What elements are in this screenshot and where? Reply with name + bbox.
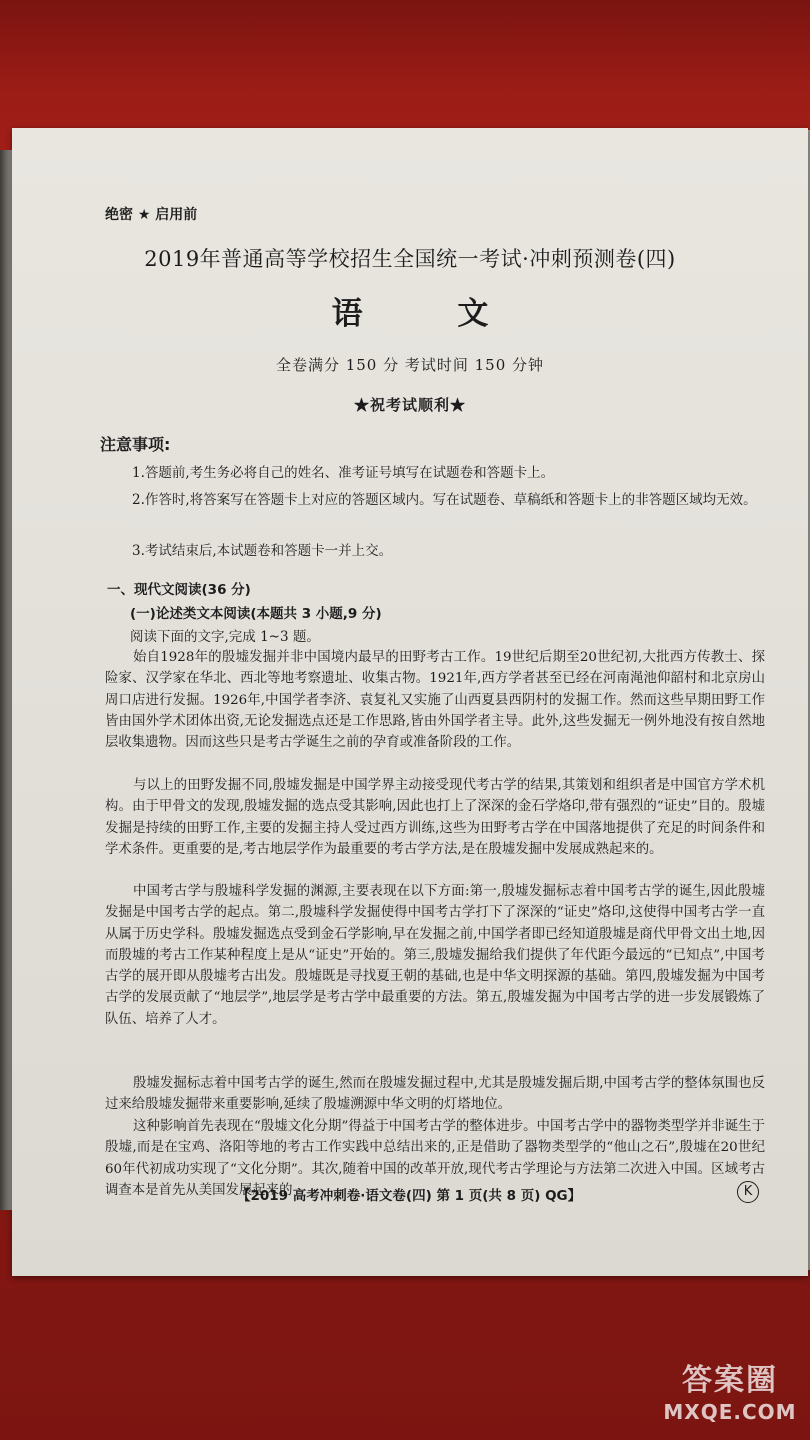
notice-item-1: 1.答题前,考生务必将自己的姓名、准考证号填写在试题卷和答题卡上。 — [132, 465, 555, 481]
watermark-url: MXQE.COM — [663, 1400, 797, 1424]
subsection-title: (一)论述类文本阅读(本题共 3 小题,9 分) — [130, 606, 382, 622]
circled-k-mark: K — [737, 1181, 759, 1203]
score-time-line: 全卷满分 150 分 考试时间 150 分钟 — [275, 356, 545, 374]
watermark-brand: 答案圈 — [682, 1363, 778, 1398]
notice-item-2: 2.作答时,将答案写在答题卡上对应的答题区域内。写在试题卷、草稿纸和答题卡上的非答题区域均无效。 — [132, 492, 757, 508]
notice-title: 注意事项: — [100, 435, 171, 454]
watermark-logo — [660, 1362, 800, 1428]
notice-item-3: 3.考试结束后,本试题卷和答题卡一并上交。 — [132, 543, 393, 559]
section-title: 一、现代文阅读(36 分) — [107, 582, 251, 598]
passage-paragraph-5: 这种影响首先表现在“殷墟文化分期”得益于中国考古学的整体进步。中国考古学中的器物类型学并非诞生于殷墟,而是在宝鸡、洛阳等地的考古工作实践中总结出来的,正是借助了器物类型学的“他山之石”,殷墟在20世纪60年代初成功实现了“文化分期”。其次,随着中国的改革开放,现代考古学理论与方法第二次进入中国。区域考古调查本是首先从美国发展起来的 — [105, 1119, 765, 1198]
subject-title: 语 文 — [331, 296, 531, 332]
good-luck-line: ★祝考试顺利★ — [353, 396, 466, 414]
passage-paragraph-3: 中国考古学与殷墟科学发掘的渊源,主要表现在以下方面:第一,殷墟发掘标志着中国考古学的诞生,因此殷墟发掘是中国考古学的起点。第二,殷墟科学发掘使得中国考古学打下了深深的“证史”烙印,这使得中国考古学一直从属于历史学科。殷墟发掘选点受到金石学影响,早在发掘之前,中国学者即已经知道殷墟是商代甲骨文出土地,因而殷墟的考古工作某种程度上是从“证史”开始的。第三,殷墟发掘给我们提供了年代距今最远的“已知点”,中国考古学的展开即从殷墟考古出发。殷墟既是寻找夏王朝的基础,也是中华文明探源的基础。第四,殷墟发掘为中国考古学的发展贡献了“地层学”,地层学是考古学中最重要的方法。第五,殷墟发掘为中国考古学的进一步发展锻炼了队伍、培养了人才。 — [105, 884, 765, 1027]
exam-paper-page — [12, 128, 808, 1276]
passage-paragraph-4: 殷墟发掘标志着中国考古学的诞生,然而在殷墟发掘过程中,尤其是殷墟发掘后期,中国考古学的整体氛围也反过来给殷墟发掘带来重要影响,延续了殷墟溯源中华文明的灯塔地位。 — [105, 1076, 765, 1113]
passage-paragraph-2: 与以上的田野发掘不同,殷墟发掘是中国学界主动接受现代考古学的结果,其策划和组织者是中国官方学术机构。由于甲骨文的发现,殷墟发掘的选点受其影响,因此也打上了深深的金石学烙印,带有强烈的“证史”目的。殷墟发掘是持续的田野工作,主要的发掘主持人受过西方训练,这些为田野考古学在中国落地提供了充足的时间条件和学术条件。更重要的是,考古地层学作为最重要的考古学方法,是在殷墟发掘中发展成熟起来的。 — [105, 778, 765, 857]
reading-instruction: 阅读下面的文字,完成 1~3 题。 — [130, 629, 320, 645]
passage-paragraph-1: 始自1928年的殷墟发掘并非中国境内最早的田野考古工作。19世纪后期至20世纪初,大批西方传教士、探险家、汉学家在华北、西北等地考察遗址、收集古物。1921年,西方学者甚至已经在河南渑池仰韶村和北京房山周口店进行发掘。1926年,中国学者李济、袁复礼又实施了山西夏县西阴村的发掘工作。然而这些早期田野工作皆由国外学术团体出资,无论发掘选点还是工作思路,皆由外国学者主导。此外,这些发掘无一例外地没有按自然地层收集遗物。因而这些只是考古学诞生之前的孕育或准备阶段的工作。 — [105, 650, 765, 751]
page-footer: 【2019 高考冲刺卷·语文卷(四) 第 1 页(共 8 页) QG】 — [237, 1188, 582, 1204]
exam-title: 2019年普通高等学校招生全国统一考试·冲刺预测卷(四) — [144, 247, 676, 271]
confidential-label: 绝密 ★ 启用前 — [105, 207, 198, 223]
